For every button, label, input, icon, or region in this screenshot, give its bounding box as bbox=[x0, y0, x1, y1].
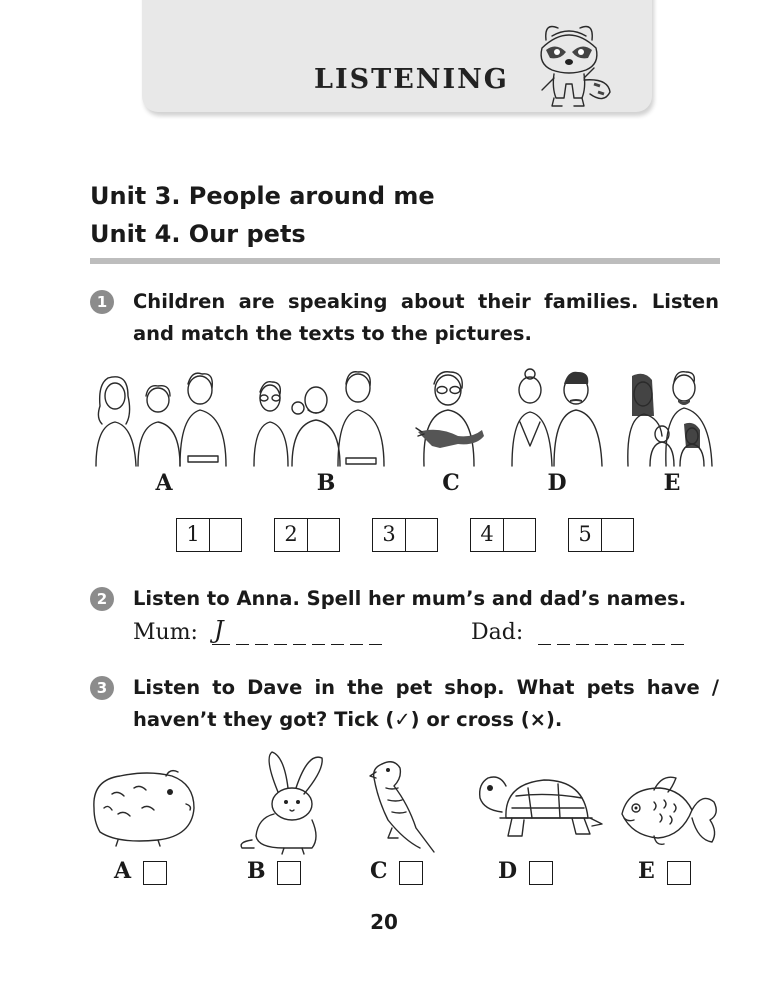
exercise-2-instruction: Listen to Anna. Spell her mum’s and dad’s names. bbox=[133, 587, 687, 610]
picture-label-e: E bbox=[663, 470, 681, 496]
tick-box-c[interactable] bbox=[399, 861, 423, 885]
tick-box-a[interactable] bbox=[143, 861, 167, 885]
budgie-icon bbox=[370, 762, 434, 852]
pet-pictures bbox=[88, 748, 728, 856]
answer-box-input[interactable] bbox=[210, 519, 241, 551]
unit-3-title: Unit 3. People around me bbox=[90, 182, 435, 210]
pet-label-a: A bbox=[114, 858, 132, 884]
picture-label-c: C bbox=[442, 470, 460, 496]
answer-box-input[interactable] bbox=[406, 519, 437, 551]
picture-label-d: D bbox=[547, 470, 567, 496]
tick-box-e[interactable] bbox=[667, 861, 691, 885]
raccoon-mascot-icon bbox=[524, 18, 614, 110]
mum-example-letter: J bbox=[214, 616, 224, 644]
picture-label-a: A bbox=[155, 470, 173, 496]
exercise-1-instruction-line-1: Children are speaking about their families. Listen bbox=[133, 290, 719, 313]
exercise-2-number: 2 bbox=[90, 587, 114, 611]
section-title: LISTENING bbox=[314, 64, 509, 95]
pet-label-b: B bbox=[247, 858, 266, 884]
tick-box-d[interactable] bbox=[529, 861, 553, 885]
answer-box-input[interactable] bbox=[602, 519, 633, 551]
answer-box-input[interactable] bbox=[504, 519, 535, 551]
pet-label-d: D bbox=[498, 858, 518, 884]
family-picture-b bbox=[254, 372, 384, 466]
rabbit-icon bbox=[241, 752, 322, 854]
answer-box-input[interactable] bbox=[308, 519, 339, 551]
family-picture-a bbox=[96, 373, 226, 466]
exercise-3-number: 3 bbox=[90, 676, 114, 700]
family-pictures bbox=[88, 366, 728, 468]
exercise-1-number: 1 bbox=[90, 290, 114, 314]
mum-name-blank[interactable] bbox=[212, 644, 382, 645]
tick-box-b[interactable] bbox=[277, 861, 301, 885]
dad-name-blank[interactable] bbox=[538, 644, 684, 645]
answer-box-2[interactable] bbox=[274, 518, 340, 552]
pet-label-e: E bbox=[638, 858, 655, 884]
exercise-1-instruction-line-2: and match the texts to the pictures. bbox=[133, 322, 532, 345]
answer-box-5[interactable] bbox=[568, 518, 634, 552]
family-picture-e bbox=[628, 372, 712, 466]
dad-label: Dad: bbox=[471, 620, 524, 645]
exercise-3-instruction-line-1: Listen to Dave in the pet shop. What pets have / bbox=[133, 676, 719, 699]
picture-label-b: B bbox=[316, 470, 336, 496]
pet-label-c: C bbox=[370, 858, 388, 884]
answer-box-number: 4 bbox=[471, 519, 504, 551]
divider bbox=[90, 258, 720, 264]
answer-box-number: 2 bbox=[275, 519, 308, 551]
answer-box-4[interactable] bbox=[470, 518, 536, 552]
mum-label: Mum: bbox=[133, 620, 198, 645]
guinea-pig-icon bbox=[94, 771, 194, 846]
family-picture-c bbox=[416, 372, 484, 466]
answer-box-number: 3 bbox=[373, 519, 406, 551]
goldfish-icon bbox=[622, 777, 716, 844]
answer-box-3[interactable] bbox=[372, 518, 438, 552]
family-picture-d bbox=[512, 369, 602, 466]
page-number: 20 bbox=[370, 910, 398, 934]
unit-4-title: Unit 4. Our pets bbox=[90, 220, 306, 248]
answer-box-number: 1 bbox=[177, 519, 210, 551]
exercise-3-instruction-line-2: haven’t they got? Tick (✓) or cross (×). bbox=[133, 708, 563, 731]
answer-box-number: 5 bbox=[569, 519, 602, 551]
answer-box-1[interactable] bbox=[176, 518, 242, 552]
tortoise-icon bbox=[480, 777, 602, 836]
